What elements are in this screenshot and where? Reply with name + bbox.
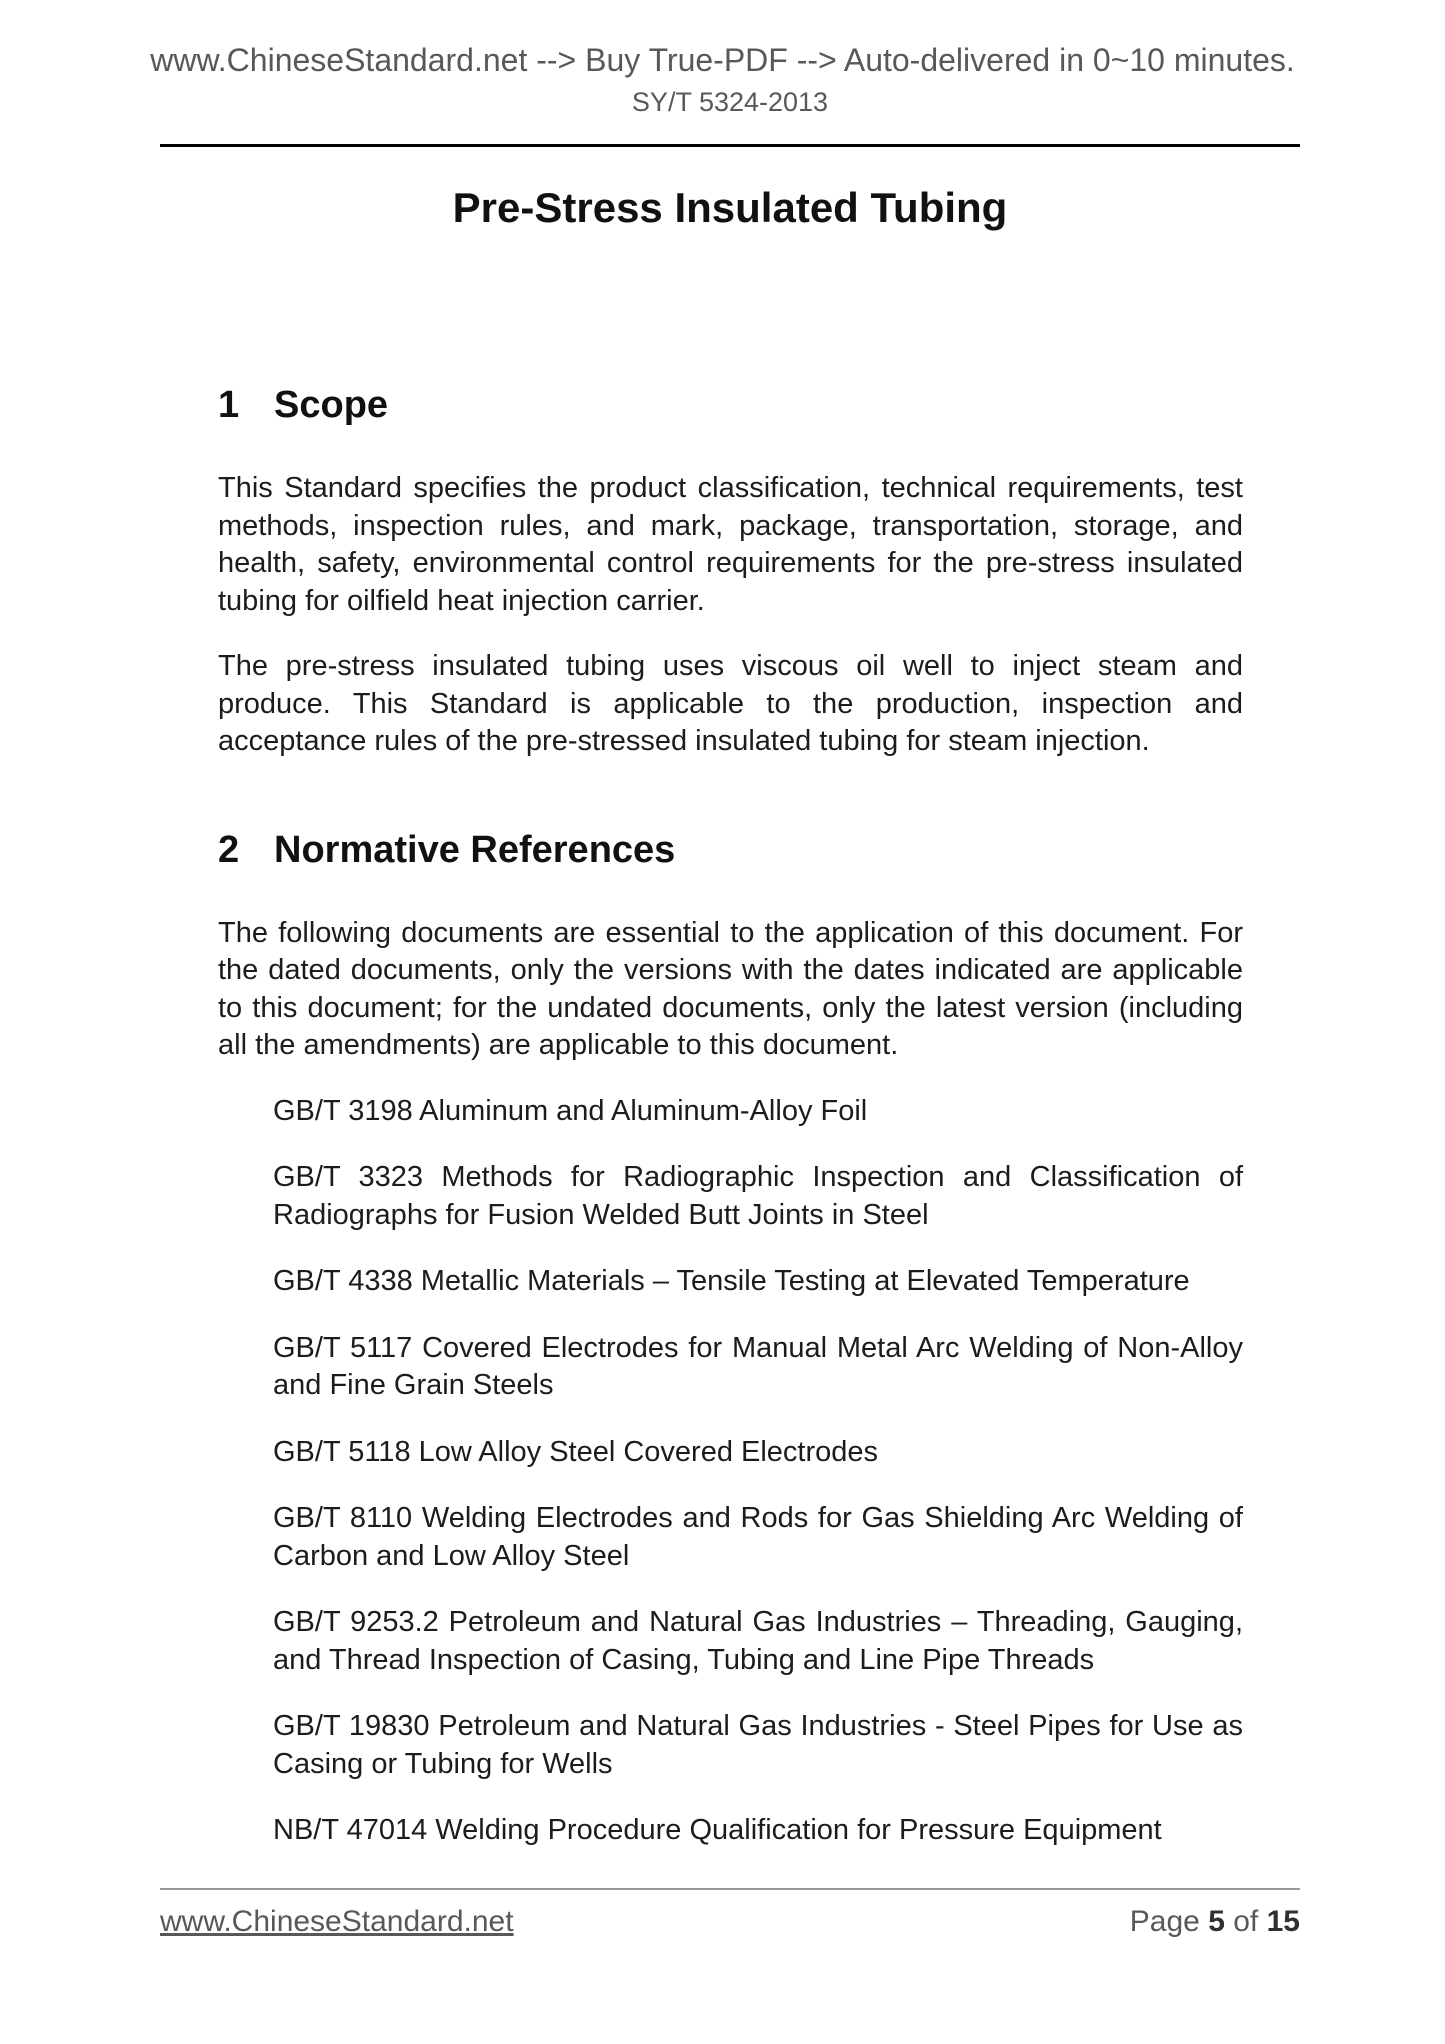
paragraph-scope-2: The pre-stress insulated tubing uses viscous oil well to inject steam and produce. This Standard is applicable to the production, inspection and acceptance rules of the pre-stressed insulated tubing for steam injection. — [218, 650, 1243, 757]
section-heading-scope — [218, 380, 1243, 430]
document-title: Pre-Stress Insulated Tubing — [452, 184, 1008, 231]
section-number: 2 — [218, 828, 240, 871]
reference-item: GB/T 4338 Metallic Materials – Tensile Testing at Elevated Temperature — [273, 1265, 1190, 1297]
of-label: of — [1233, 1905, 1259, 1938]
reference-item: GB/T 8110 Welding Electrodes and Rods for Gas Shielding Arc Welding of Carbon and Low Alloy Steel — [273, 1502, 1243, 1572]
section-heading-label: Scope — [274, 384, 389, 426]
section-number: 1 — [218, 384, 240, 426]
header-rule — [160, 144, 1300, 147]
page-indicator — [1130, 1904, 1300, 1940]
reference-item: GB/T 5118 Low Alloy Steel Covered Electrodes — [273, 1435, 879, 1468]
reference-item: GB/T 5117 Covered Electrodes for Manual Metal Arc Welding of Non-Alloy and Fine Grain Steels — [273, 1331, 1243, 1401]
header-promo-text: www.ChineseStandard.net --> Buy True-PDF --> Auto-delivered in 0~10 minutes. — [150, 42, 1295, 78]
document-body — [218, 380, 1243, 1879]
footer — [160, 1904, 1300, 1940]
reference-item: GB/T 9253.2 Petroleum and Natural Gas Industries – Threading, Gauging, and Thread Inspection of Casing, Tubing and Line Pipe Threads — [273, 1606, 1243, 1676]
reference-item: GB/T 19830 Petroleum and Natural Gas Industries - Steel Pipes for Use as Casing or Tubing for Wells — [273, 1710, 1243, 1780]
page-label: Page — [1129, 1905, 1200, 1938]
reference-item: NB/T 47014 Welding Procedure Qualification for Pressure Equipment — [273, 1814, 1162, 1846]
current-page-number: 5 — [1208, 1905, 1225, 1938]
section-heading-normative-references — [218, 825, 1243, 875]
footer-site-link[interactable]: www.ChineseStandard.net — [160, 1905, 514, 1938]
paragraph-normative-intro: The following documents are essential to the application of this document. For the dated documents, only the versions with the dates indicated are applicable to this document; for the undated documents, only the latest version (including all the amendments) are applicable to this document. — [218, 916, 1243, 1061]
paragraph-scope-1: This Standard specifies the product classification, technical requirements, test methods, inspection rules, and mark, package, transportation, storage, and health, safety, environmental control requirements for the pre-stress insulated tubing for oilfield heat injection carrier. — [218, 472, 1243, 617]
header-standard-number: SY/T 5324-2013 — [631, 87, 829, 117]
section-heading-label: Normative References — [274, 828, 676, 871]
footer-rule — [160, 1888, 1300, 1890]
total-pages: 15 — [1266, 1905, 1300, 1938]
reference-item: GB/T 3323 Methods for Radiographic Inspection and Classification of Radiographs for Fusion Welded Butt Joints in Steel — [273, 1161, 1243, 1231]
reference-list — [218, 1093, 1243, 1850]
reference-item: GB/T 3198 Aluminum and Aluminum-Alloy Foil — [273, 1094, 868, 1127]
